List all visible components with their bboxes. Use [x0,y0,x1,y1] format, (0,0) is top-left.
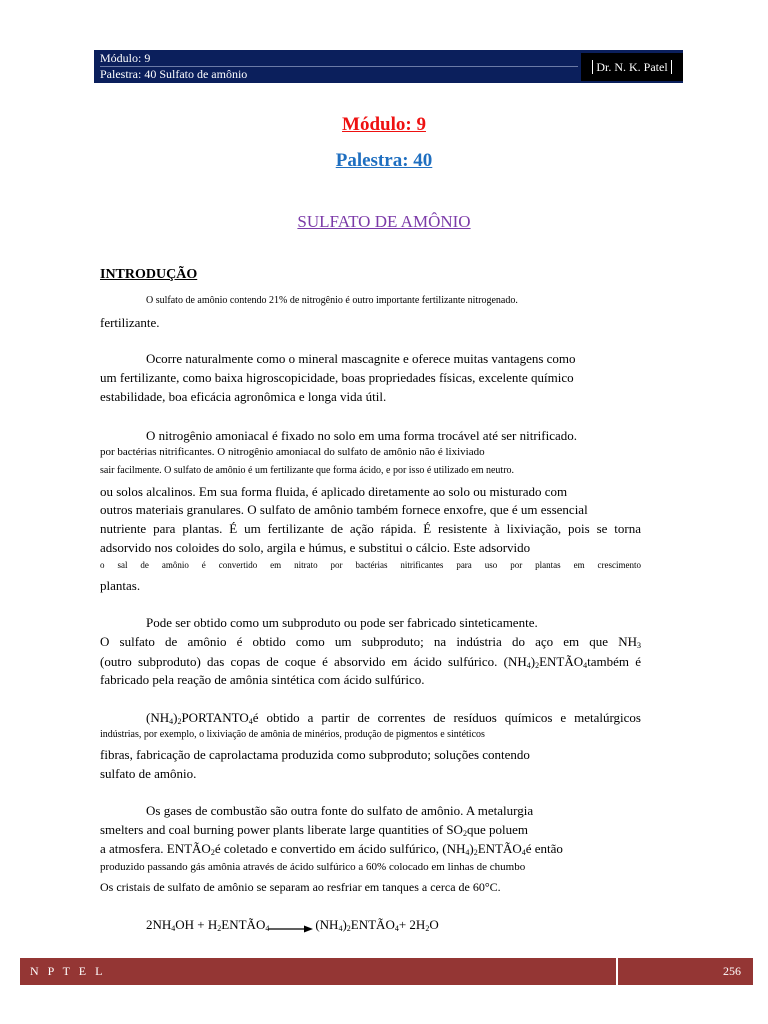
text-run: ) [469,841,474,856]
paragraph-line: nutriente para plantas. É um fertilizante de ação rápida. É resistente à lixiviação, pois se torna [100,521,641,536]
paragraph-line: Pode ser obtido como um subproduto ou pode ser fabricado sinteticamente. [146,615,538,630]
text-run: O sulfato de amônio é obtido como um subproduto; na indústria do aço em que NH [100,634,637,649]
eq-run: (NH [315,917,339,932]
subscript: 2 [210,848,215,857]
header-author: Dr. N. K. Patel [592,60,671,74]
text-run: ENTÃO [539,654,584,669]
lecture-title-text: Palestra: 40 [335,150,433,171]
paragraph-line: o sal de amônio é convertido em nitrato por bactérias nitrificantes para uso por plantas em crescimento [100,560,641,570]
subscript: 4 [248,717,253,726]
header-author-box [581,53,683,81]
subscript: 4 [465,848,470,857]
paragraph-line: produzido passando gás amônia através de ácido sulfúrico a 60% colocado em linhas de chumbo [100,861,526,873]
subscript: 4 [338,924,343,933]
text-run: é obtido a partir de correntes de resíduos químicos e metalúrgicos [252,710,641,725]
paragraph-line: outros materiais granulares. O sulfato de amônio também fornece enxofre, que é um essencial [100,502,588,517]
paragraph-line: estabilidade, boa eficácia agronômica e longa vida útil. [100,389,387,404]
paragraph-line [100,822,641,838]
section-heading: INTRODUÇÃO [100,267,198,282]
eq-run: O [429,917,439,932]
eq-run: 2NH [146,917,172,932]
paragraph-line: Ocorre naturalmente como o mineral mascagnite e oferece muitas vantagens como [146,351,576,366]
module-title-text: Módulo: 9 [342,114,426,135]
paragraph-line [100,634,641,650]
text-run: ) [530,654,536,669]
page-number: 256 [723,964,741,978]
text-run: a atmosfera. ENTÃO [100,841,211,856]
topic-title-text: SULFATO DE AMÔNIO [297,212,471,231]
reaction-arrow-icon [268,924,313,934]
text-run: ) [173,710,178,725]
paragraph-line: sair facilmente. O sulfato de amônio é um fertilizante que forma ácido, e por isso é utilizado em neutro. [100,465,515,476]
eq-run: OH + H [175,917,218,932]
paragraph-line: plantas. [100,578,141,593]
text-run: (outro subproduto) das copas de coque é absorvido em ácido sulfúrico. (NH [100,654,527,669]
subscript: 4 [394,924,399,933]
paragraph-line: fabricado pela reação de amônia sintética com ácido sulfúrico. [100,672,425,687]
paragraph-line: indústrias, por exemplo, o lixiviação de amônia de minérios, produção de pigmentos e sintéticos [100,729,485,740]
subscript: 4 [265,924,270,933]
paragraph-line: O sulfato de amônio contendo 21% de nitrogênio é outro importante fertilizante nitrogenado. [146,295,518,306]
eq-run: ) [342,917,347,932]
paragraph-line: ou solos alcalinos. Em sua forma fluida, é aplicado diretamente ao solo ou misturado com [100,484,568,499]
paragraph-line: um fertilizante, como baixa higroscopicidade, boas propriedades físicas, excelente químico [100,370,574,385]
eq-run: ENTÃO [221,917,266,932]
text-run: PORTANTO [181,710,249,725]
text-run: smelters and coal burning power plants liberate large quantities of SO [100,822,463,837]
eq-run: ENTÃO [350,917,395,932]
subscript: 2 [425,924,430,933]
paragraph-line: Os cristais de sulfato de amônio se separam ao resfriar em tanques a cerca de 60°C. [100,880,501,894]
paragraph-line: sulfato de amônio. [100,766,197,781]
subscript: 2 [346,924,351,933]
paragraph-line: fibras, fabricação de caprolactama produzida como subproduto; soluções contendo [100,747,530,762]
paragraph-line [100,654,641,670]
text-run: também é [587,654,641,669]
topic-title [0,212,768,232]
page-footer [20,958,753,985]
paragraph-line: por bactérias nitrificantes. O nitrogênio amoniacal do sulfato de amônio não é lixiviado [100,446,485,458]
paragraph-line: O nitrogênio amoniacal é fixado no solo em uma forma trocável até ser nitrificado. [146,428,578,443]
subscript: 4 [169,717,174,726]
paragraph-line [100,841,641,857]
subscript: 2 [473,848,478,857]
text-run: ENTÃO [477,841,522,856]
header-lecture: Palestra: 40 Sulfato de amônio [100,67,248,81]
subscript: 4 [583,661,588,670]
text-run: é coletado e convertido em ácido sulfúrico, (NH [214,841,466,856]
header-module: Módulo: 9 [100,51,578,67]
text-run: que poluem [466,822,528,837]
text-run: (NH [146,710,170,725]
module-title [0,114,768,136]
subscript: 4 [521,848,526,857]
paragraph-line: fertilizante. [100,315,160,330]
subscript: 3 [637,641,641,650]
subscript: 4 [526,661,531,670]
footer-nptel: N P T E L [30,964,106,978]
subscript: 4 [171,924,176,933]
page-header [94,50,683,83]
subscript: 2 [217,924,222,933]
lecture-title [0,150,768,172]
eq-run: + 2H [398,917,426,932]
text-run: é então [525,841,563,856]
paragraph-line [146,710,641,726]
paragraph-line: Os gases de combustão são outra fonte do sulfato de amônio. A metalurgia [146,803,534,818]
subscript: 2 [535,661,540,670]
subscript: 2 [462,829,467,838]
paragraph-line: adsorvido nos coloides do solo, argila e húmus, e substitui o cálcio. Este adsorvido [100,540,531,555]
footer-divider [616,958,618,985]
header-info [100,51,578,82]
subscript: 2 [177,717,182,726]
